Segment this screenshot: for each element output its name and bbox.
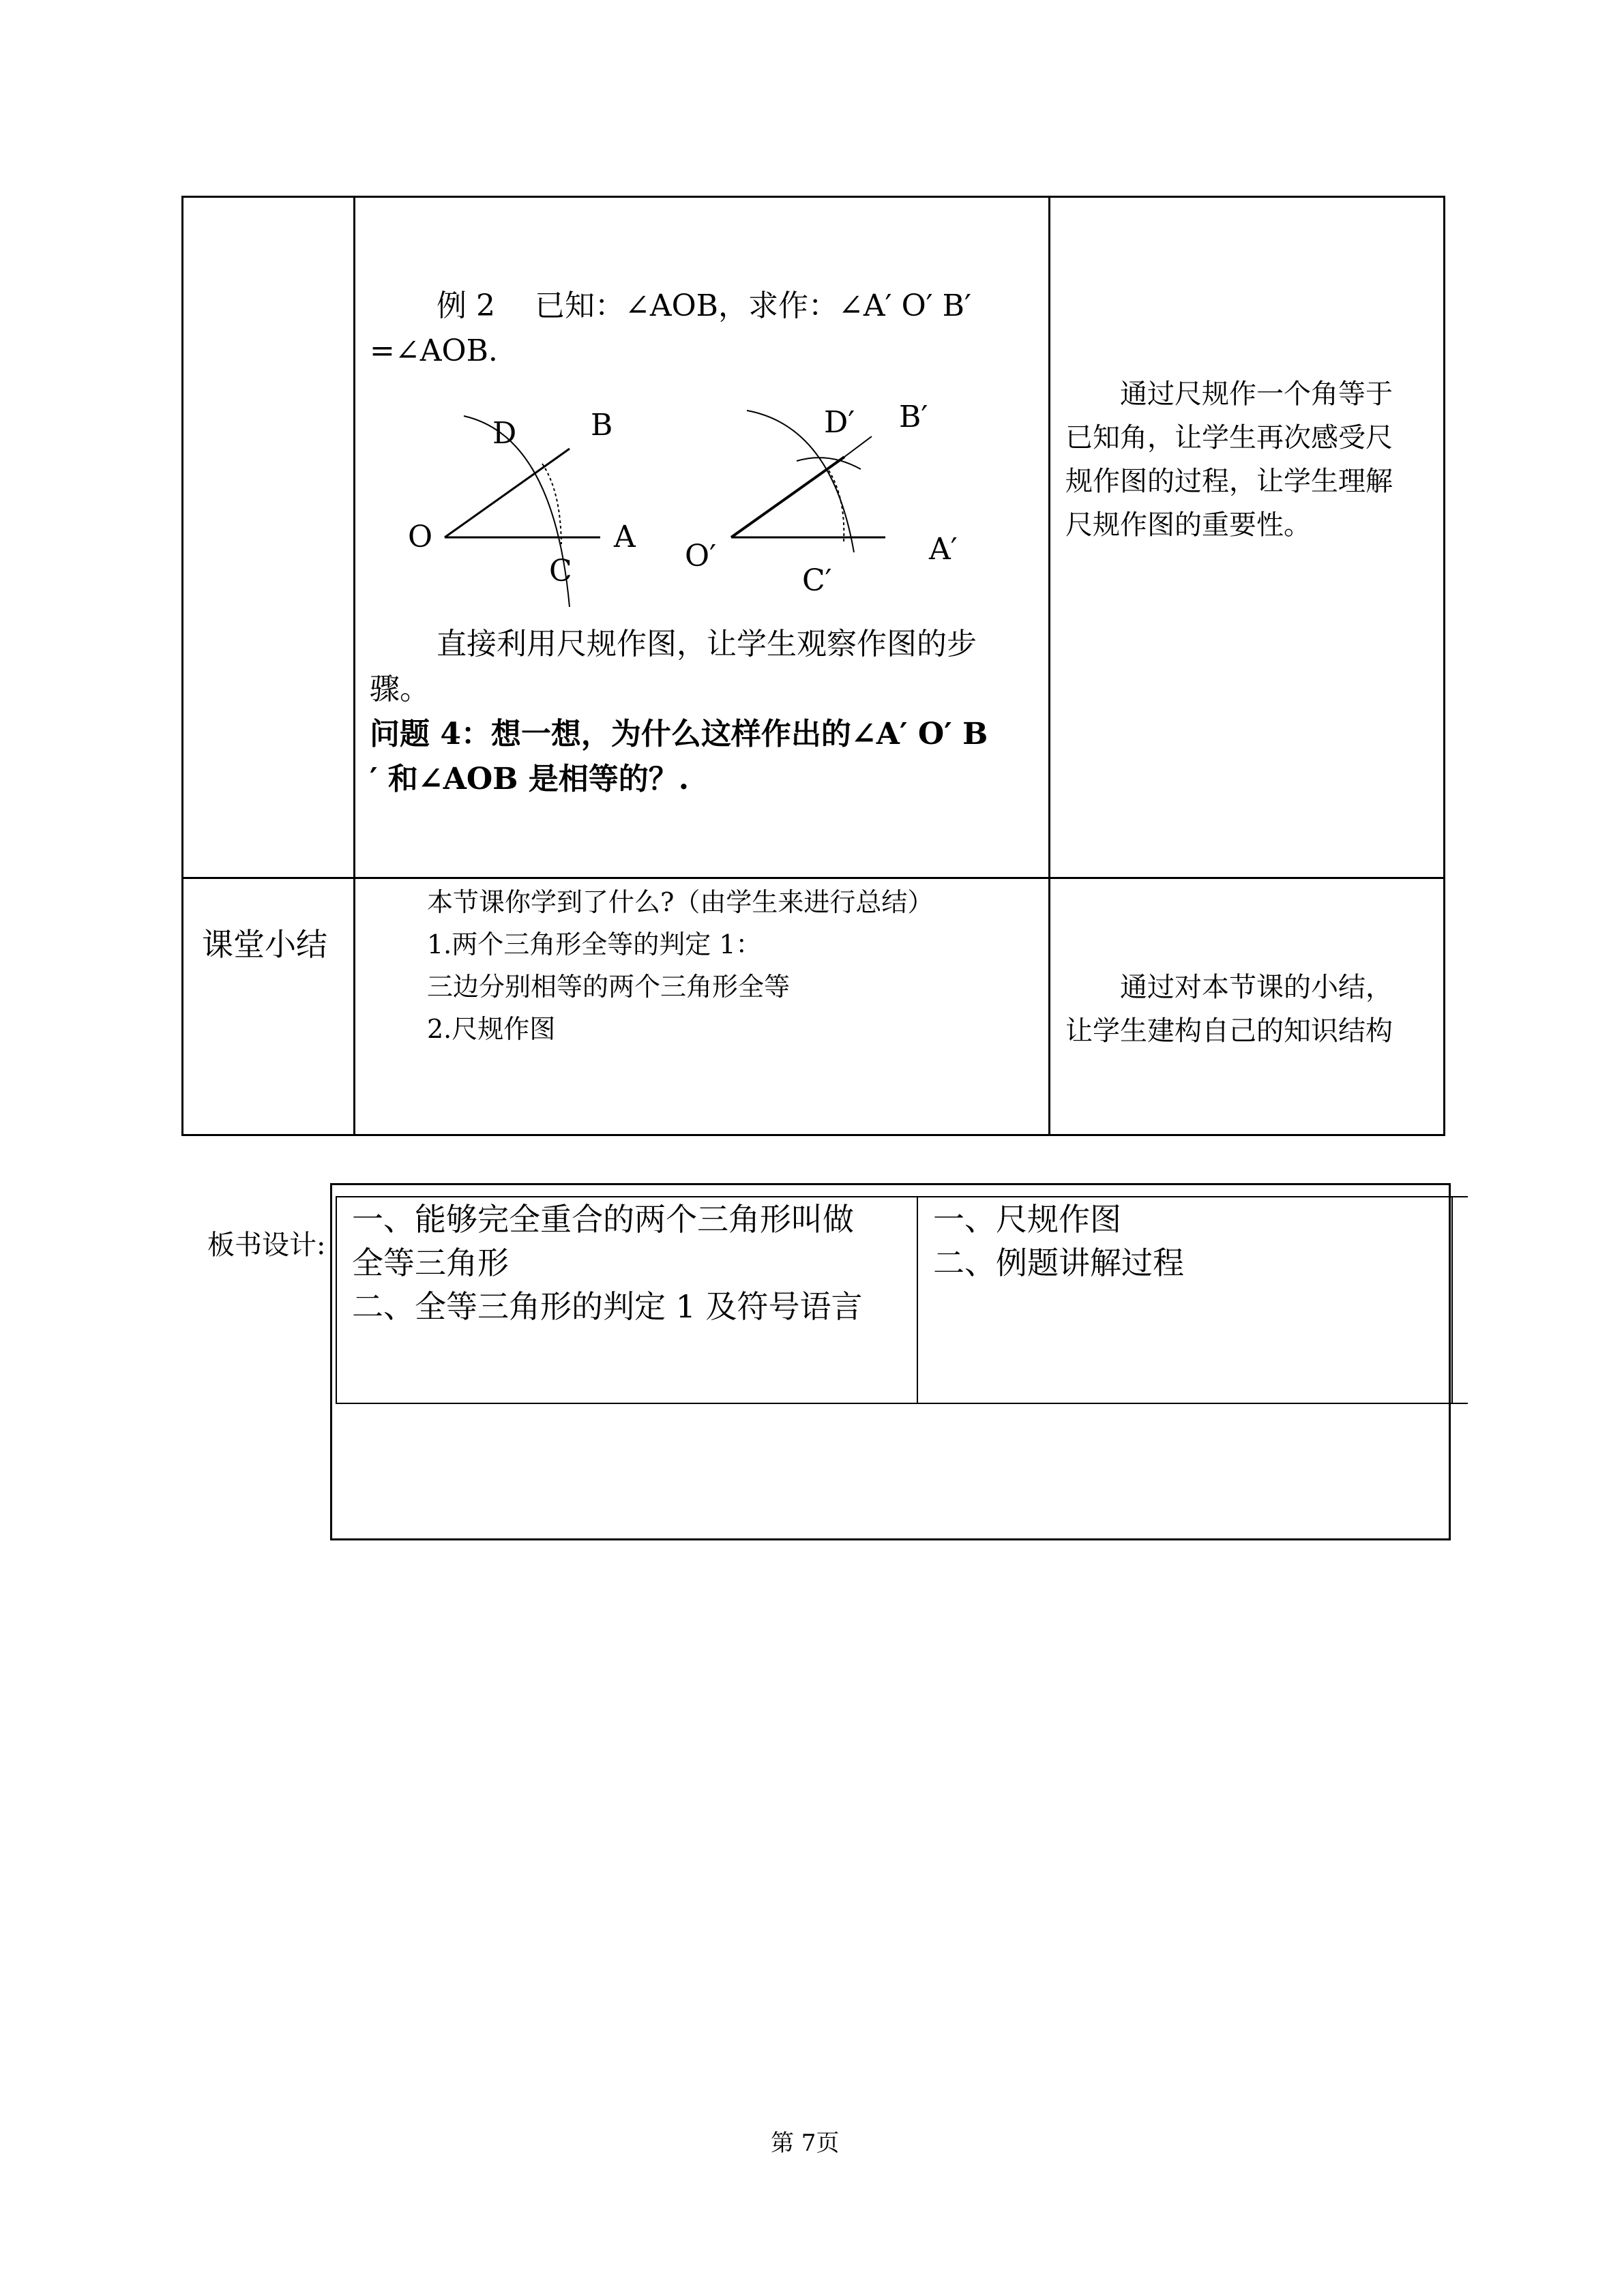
- label-c-prime: C′: [802, 563, 832, 598]
- board-design-label: 板书设计:: [207, 1229, 326, 1261]
- ray-o-prime-b-prime: [731, 457, 844, 537]
- instruction-line1: 直接利用尺规作图，让学生观察作图的步: [437, 627, 977, 661]
- summary-line: 1.两个三角形全等的判定 1：: [427, 929, 762, 959]
- question-4-line2: ′ 和∠AOB 是相等的？.: [370, 762, 690, 796]
- board-left-line: 一、能够完全重合的两个三角形叫做: [352, 1201, 854, 1238]
- board-left-line: 全等三角形: [352, 1244, 509, 1281]
- example-statement-line1: 例 2 已知：∠AOB，求作：∠A′ O′ B′: [437, 288, 972, 323]
- instruction-line2: 骤。: [370, 672, 430, 706]
- board-left-line: 二、全等三角形的判定 1 及符号语言: [352, 1288, 863, 1325]
- label-o-prime: O′: [685, 539, 717, 573]
- label-d-prime: D′: [824, 405, 855, 440]
- example-note-line: 尺规作图的重要性。: [1065, 509, 1311, 541]
- label-a-prime: A′: [929, 532, 958, 567]
- page-number: 第 7页: [771, 2130, 840, 2157]
- example-note-line: 已知角，让学生再次感受尺: [1065, 422, 1393, 453]
- ray-ob: [445, 449, 570, 537]
- label-d: D: [492, 416, 517, 451]
- dotted-arc-prime: [829, 471, 844, 542]
- example-note-line: 通过尺规作一个角等于: [1120, 378, 1393, 410]
- label-a: A: [614, 520, 636, 554]
- label-o: O: [408, 520, 433, 554]
- label-c: C: [549, 554, 572, 588]
- summary-line: 本节课你学到了什么?（由学生来进行总结）: [427, 887, 934, 917]
- summary-line: 三边分别相等的两个三角形全等: [427, 972, 791, 1002]
- example-note-line: 规作图的过程，让学生理解: [1065, 466, 1393, 497]
- label-b-prime: B′: [899, 400, 928, 434]
- board-right-line: 一、尺规作图: [933, 1201, 1121, 1238]
- summary-note-line: 让学生建构自己的知识结构: [1065, 1015, 1393, 1047]
- summary-note-line: 通过对本节课的小结，: [1120, 972, 1393, 1003]
- label-b: B: [591, 408, 613, 443]
- dotted-arc: [542, 464, 561, 544]
- summary-line: 2.尺规作图: [427, 1014, 556, 1044]
- question-4-line1: 问题 4：想一想，为什么这样作出的∠A′ O′ B: [370, 717, 988, 751]
- construction-figure: [368, 389, 1044, 607]
- board-right-line: 二、例题讲解过程: [933, 1244, 1184, 1281]
- example-statement-line2: =∠AOB.: [370, 333, 498, 368]
- summary-label: 课堂小结: [202, 926, 327, 963]
